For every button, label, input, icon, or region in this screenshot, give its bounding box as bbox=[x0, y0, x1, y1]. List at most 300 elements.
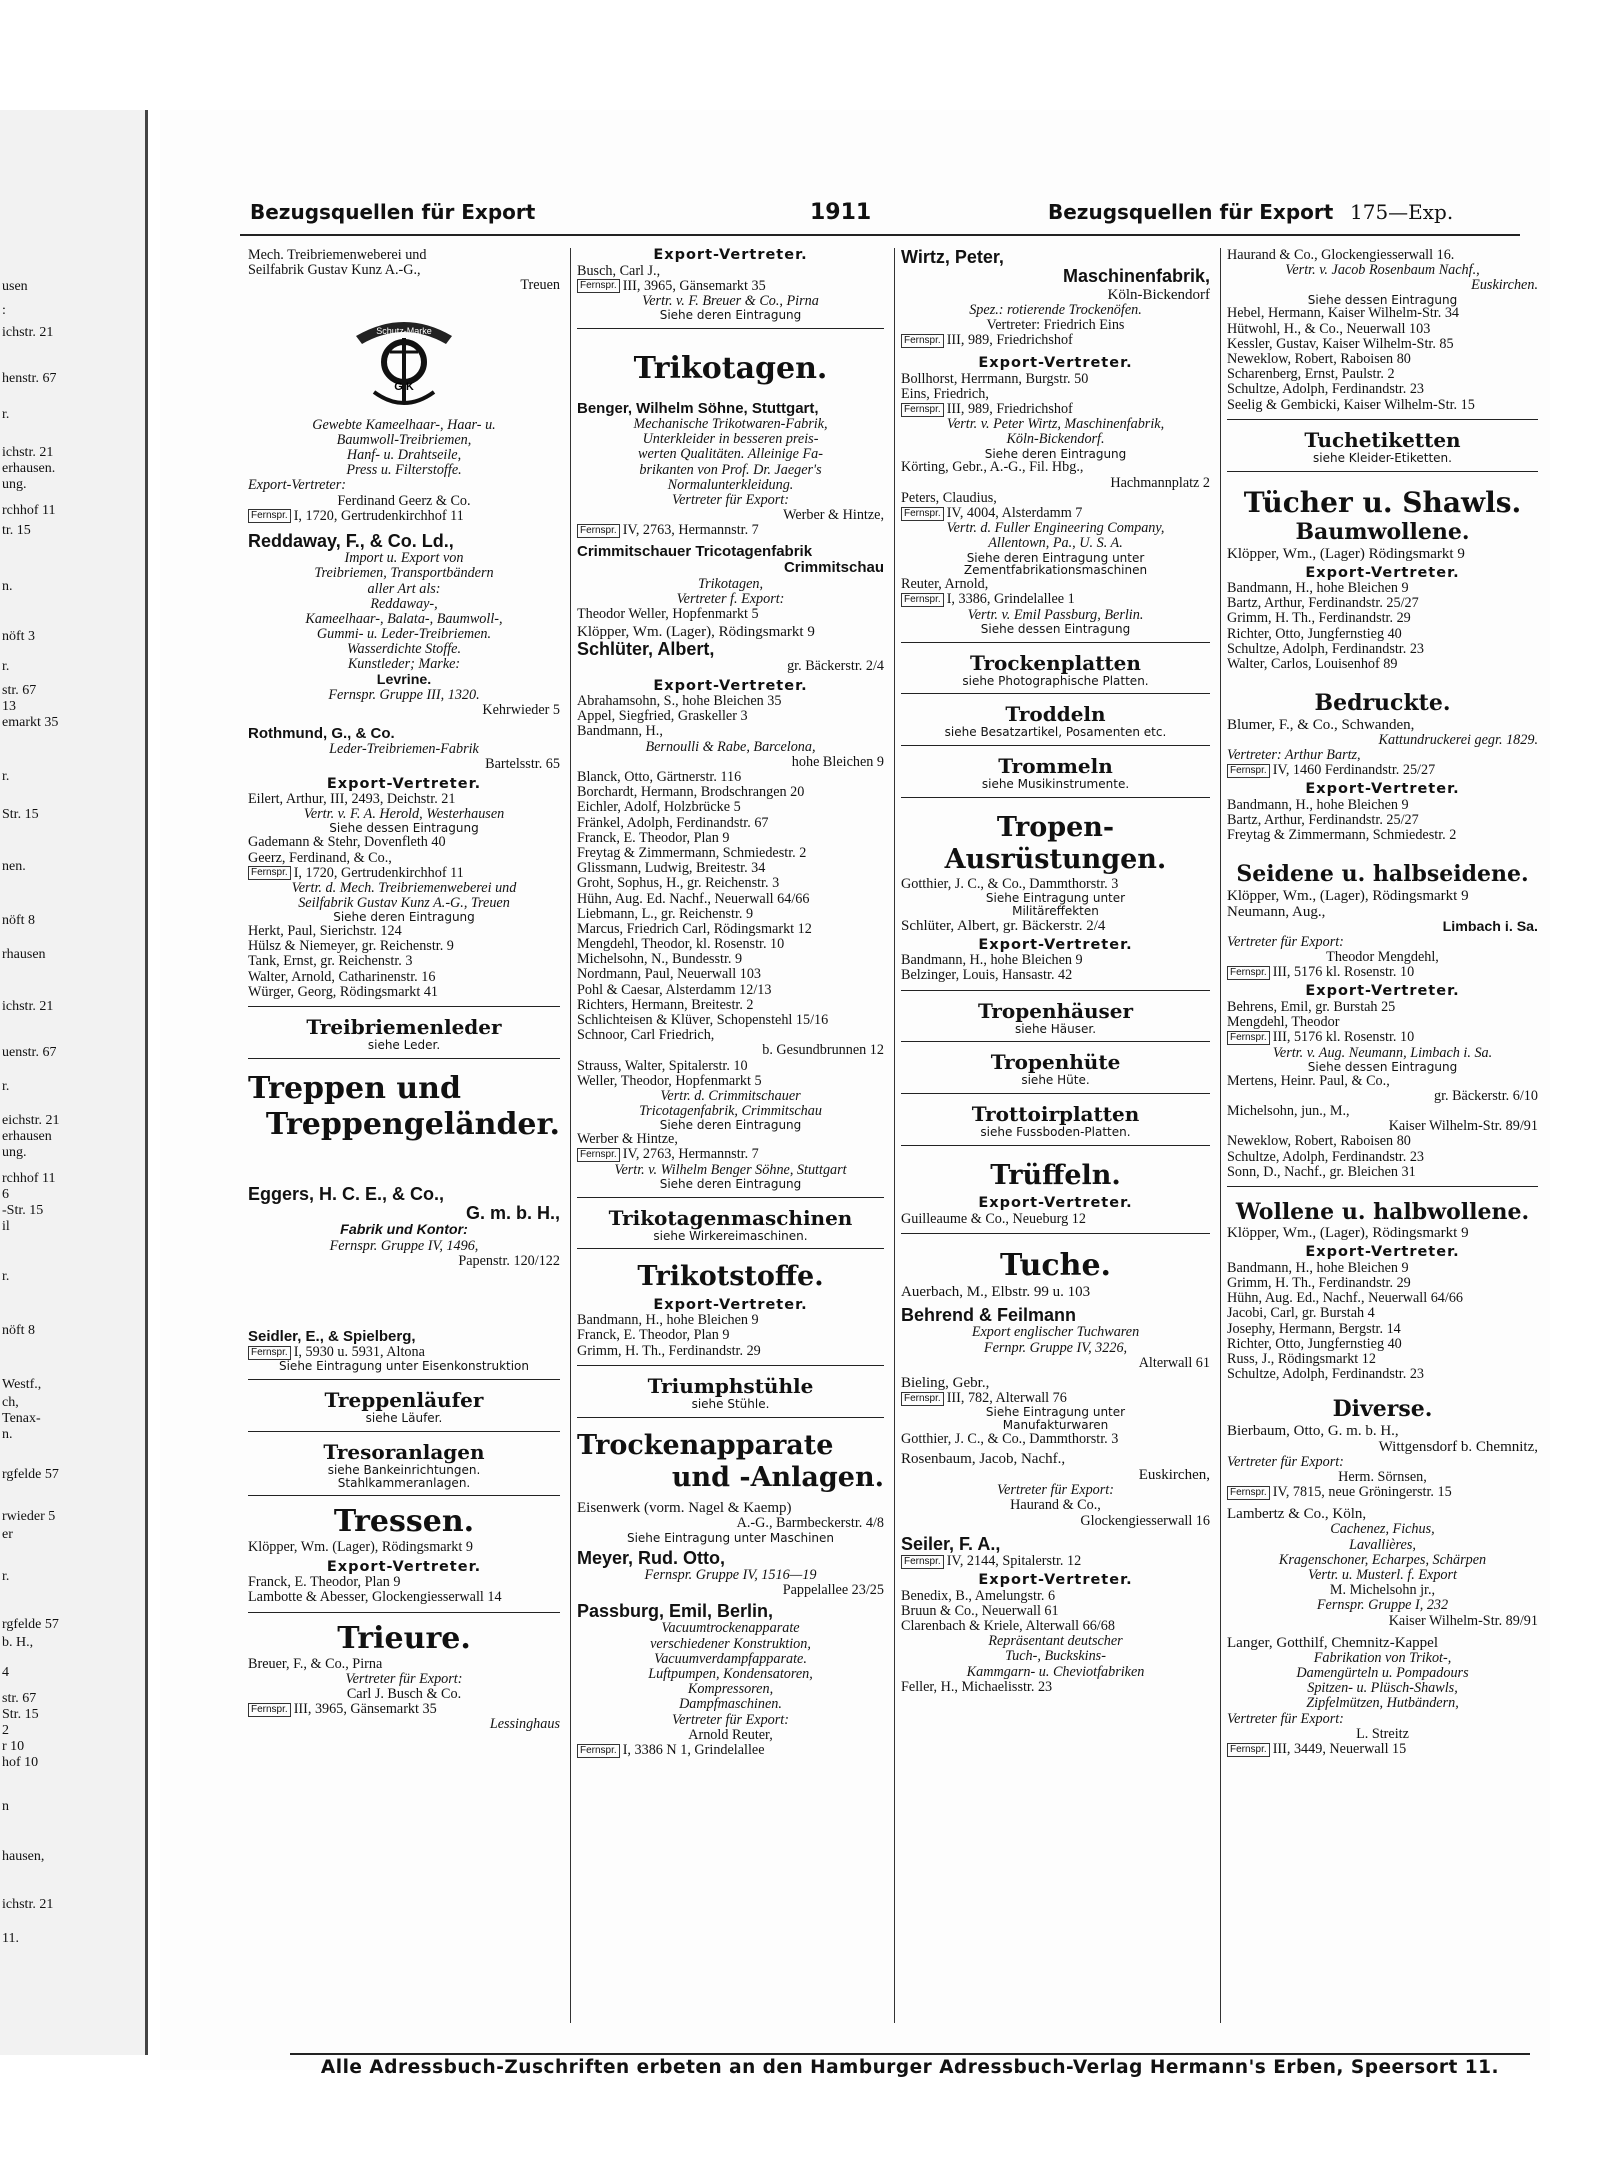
gutter-text-line: Str. 15 bbox=[2, 1708, 39, 1722]
list-item: Fränkel, Adolph, Ferdinandstr. 67 bbox=[577, 815, 769, 831]
list-item: Grimm, H. Th., Ferdinandstr. 29 bbox=[1227, 1276, 1411, 1291]
divider bbox=[901, 1145, 1210, 1146]
export-heading: Export-Vertreter. bbox=[978, 936, 1133, 953]
gutter-text-line: tr. 15 bbox=[2, 524, 31, 538]
entry-desc: Spitzen- u. Plüsch-Shawls, bbox=[1307, 1681, 1458, 1697]
section-heading: Treppengeländer. bbox=[265, 1106, 560, 1142]
gutter-text-line: eichstr. 21 bbox=[2, 1114, 60, 1128]
section-heading: Tresoranlagen bbox=[323, 1439, 485, 1464]
list-item: Schultze, Adolph, Ferdinandstr. 23 bbox=[1227, 641, 1425, 657]
entry-address: Pappelallee 23/25 bbox=[782, 1582, 884, 1598]
header-right-title: Bezugsquellen für Export bbox=[1048, 200, 1334, 224]
gutter-text-line: usen bbox=[2, 280, 28, 294]
list-item: Hachmannplatz 2 bbox=[1110, 475, 1210, 491]
list-item: Vertr. d. Crimmitschauer bbox=[660, 1088, 801, 1104]
list-item: Bandmann, H., hohe Bleichen 9 bbox=[1227, 581, 1409, 597]
list-item: I, 3386, Grindelallee 1 bbox=[946, 592, 1075, 608]
see-note: siehe Läufer. bbox=[365, 1410, 443, 1425]
list-item: Scharenberg, Ernst, Paulstr. 2 bbox=[1227, 367, 1395, 383]
section-heading: Trikotagenmaschinen bbox=[608, 1205, 853, 1230]
section-heading: Trüffeln. bbox=[990, 1160, 1121, 1192]
list-item: Richter, Otto, Jungfernstieg 40 bbox=[1227, 626, 1402, 642]
section-heading: Tücher u. Shawls. bbox=[1243, 485, 1522, 519]
telephone-badge: Fernspr. bbox=[1227, 1486, 1270, 1500]
list-item: Haurand & Co., Glockengiesserwall 16. bbox=[1227, 248, 1455, 263]
list-item: Eilert, Arthur, III, 2493, Deichstr. 21 bbox=[248, 792, 456, 808]
list-item: Tuch-, Buckskins- bbox=[1005, 1649, 1106, 1665]
entry-city: Euskirchen, bbox=[1138, 1467, 1210, 1484]
see-note: Siehe deren Eintragung bbox=[659, 1118, 802, 1133]
entry-desc: Treibriemen, Transportbändern bbox=[314, 566, 494, 582]
entry-desc: verschiedener Konstruktion, bbox=[650, 1636, 811, 1652]
gutter-text-line: n bbox=[2, 1800, 9, 1814]
entry-name: Mech. Treibriemenweberei und bbox=[248, 248, 427, 263]
list-item: Josephy, Hermann, Bergstr. 14 bbox=[1227, 1321, 1401, 1337]
entry-desc: Kameelhaar-, Balata-, Baumwoll-, bbox=[305, 611, 503, 627]
entry-desc: Theodor Mengdehl, bbox=[1326, 950, 1439, 966]
page-header bbox=[240, 196, 1520, 236]
list-item: Hülsz & Niemeyer, gr. Reichenstr. 9 bbox=[248, 939, 454, 955]
list-item: Liebmann, L., gr. Reichenstr. 9 bbox=[577, 906, 754, 922]
entry-desc: Unterkleider in besseren preis- bbox=[642, 432, 819, 448]
see-note: Siehe dessen Eintragung bbox=[1307, 292, 1458, 307]
gutter-text-line: rgfelde 57 bbox=[2, 1468, 59, 1482]
column-4 bbox=[1220, 248, 1538, 2023]
entry-desc: Fabrik und Kontor: bbox=[340, 1223, 468, 1239]
list-item: Carl J. Busch & Co. bbox=[346, 1686, 462, 1702]
entry-name: Seilfabrik Gustav Kunz A.-G., bbox=[248, 263, 421, 279]
list-item: Schlichteisen & Klüver, Schopenstehl 15/16 bbox=[577, 1013, 829, 1029]
gutter-text-line: rwieder 5 bbox=[2, 1510, 56, 1524]
entry-name: Behrend & Feilmann bbox=[901, 1306, 1077, 1326]
list-item: Guilleaume & Co., Neueburg 12 bbox=[901, 1211, 1086, 1227]
list-item: Marcus, Friedrich Carl, Rödingsmarkt 12 bbox=[577, 921, 812, 937]
list-item: Jacobi, Carl, gr. Burstah 4 bbox=[1227, 1306, 1375, 1322]
entry-desc: Arnold Reuter, bbox=[688, 1727, 773, 1743]
see-note: Siehe deren Eintragung bbox=[984, 446, 1127, 461]
section-heading: Trommeln bbox=[998, 754, 1113, 779]
entry-address: I, 5930 u. 5931, Altona bbox=[293, 1344, 425, 1360]
see-note: Manufakturwaren bbox=[1002, 1418, 1109, 1433]
telephone-badge: Fernspr. bbox=[901, 334, 944, 348]
entry-name: Rothmund, G., & Co. bbox=[248, 726, 395, 743]
list-item: Geerz, Ferdinand, & Co., bbox=[248, 850, 392, 866]
entry-desc: Export englischer Tuchwaren bbox=[971, 1325, 1140, 1341]
telephone-badge: Fernspr. bbox=[1227, 1031, 1270, 1045]
list-item: Hühn, Aug. Ed., Nachf., Neuerwall 64/66 bbox=[1227, 1291, 1464, 1307]
divider bbox=[248, 1495, 560, 1496]
gutter-text-line: r. bbox=[2, 1570, 10, 1584]
divider bbox=[901, 797, 1210, 798]
list-item: Richter, Otto, Jungfernstieg 40 bbox=[1227, 1336, 1402, 1352]
entry-phone: Fernspr. Gruppe IV, 1516—19 bbox=[644, 1567, 817, 1583]
entry-desc: Werber & Hintze, bbox=[783, 508, 884, 524]
entry-desc: Vertreter für Export: bbox=[997, 1483, 1114, 1499]
list-item: Gademann & Stehr, Dovenfleth 40 bbox=[248, 835, 446, 851]
gutter-text-line: r. bbox=[2, 1270, 10, 1284]
telephone-badge: Fernspr. bbox=[1227, 1743, 1270, 1757]
see-note: siehe Photographische Platten. bbox=[962, 673, 1149, 688]
list-item: Freytag & Zimmermann, Schmiedestr. 2 bbox=[577, 845, 807, 861]
list-item: Freytag & Zimmermann, Schmiedestr. 2 bbox=[1227, 828, 1457, 844]
entry-desc: Kattundruckerei gegr. 1829. bbox=[1378, 732, 1538, 748]
telephone-badge: Fernspr. bbox=[901, 507, 944, 521]
entry-address: Kehrwieder 5 bbox=[482, 703, 560, 718]
entry-desc: Fabrikation von Trikot-, bbox=[1313, 1650, 1452, 1666]
divider bbox=[901, 693, 1210, 694]
list-item: Eins, Friedrich, bbox=[901, 386, 989, 402]
entry-address: Glockengiesserwall 16 bbox=[1080, 1513, 1210, 1529]
section-heading: Tressen. bbox=[333, 1504, 475, 1540]
list-item: Mengdehl, Theodor, kl. Rosenstr. 10 bbox=[577, 937, 785, 953]
subsection-heading: Wollene u. halbwollene. bbox=[1235, 1198, 1530, 1225]
list-item: Mengdehl, Theodor bbox=[1227, 1015, 1340, 1031]
see-note: Militäreffekten bbox=[1012, 903, 1099, 918]
list-item: hohe Bleichen 9 bbox=[791, 754, 884, 770]
entry-phone: Fernpr. Gruppe IV, 3226, bbox=[983, 1340, 1128, 1356]
export-heading: Export-Vertreter. bbox=[1305, 781, 1460, 798]
section-heading: Tuche. bbox=[1000, 1248, 1111, 1284]
entry-desc: Lavallières, bbox=[1349, 1537, 1416, 1553]
list-item: Bollhorst, Herrmann, Burgstr. 50 bbox=[901, 371, 1089, 387]
gutter-text-line: Str. 15 bbox=[2, 808, 39, 822]
gutter-text-line: 13 bbox=[2, 700, 16, 714]
list-item: Hühn, Aug. Ed. Nachf., Neuerwall 64/66 bbox=[577, 891, 810, 907]
entry-desc: Herm. Sörnsen, bbox=[1338, 1469, 1427, 1485]
see-note: Siehe deren Eintragung bbox=[333, 910, 475, 925]
previous-page-edge bbox=[0, 110, 148, 2055]
divider bbox=[248, 1379, 560, 1380]
list-item: Herkt, Paul, Sierichstr. 124 bbox=[248, 924, 402, 940]
see-note: siehe Hüte. bbox=[1021, 1073, 1090, 1088]
gutter-text-line: : bbox=[2, 304, 6, 318]
list-item: Busch, Carl J., bbox=[577, 263, 661, 279]
list-item: Hütwohl, H., & Co., Neuerwall 103 bbox=[1227, 321, 1431, 337]
entry-phone: Fernspr. Gruppe I, 232 bbox=[1316, 1598, 1449, 1614]
gutter-text-line: emarkt 35 bbox=[2, 716, 59, 730]
telephone-badge: Fernspr. bbox=[901, 1555, 944, 1569]
entry-brand: Levrine. bbox=[376, 672, 432, 688]
telephone-badge: Fernspr. bbox=[248, 1346, 291, 1360]
entry-name: Bierbaum, Otto, G. m. b. H., bbox=[1227, 1422, 1399, 1439]
entry-desc: Export-Vertreter: bbox=[248, 478, 346, 494]
entry-desc: Vacuumverdampfapparate. bbox=[654, 1651, 807, 1667]
header-year: 1911 bbox=[810, 200, 872, 225]
gutter-text-line: hof 10 bbox=[2, 1756, 39, 1770]
list-item: III, 3965, Gänsemarkt 35 bbox=[622, 278, 766, 294]
see-note: siehe Musikinstrumente. bbox=[981, 777, 1130, 792]
directory-page bbox=[160, 110, 1550, 2078]
entry-desc: Haurand & Co., bbox=[1010, 1498, 1101, 1514]
entry-name: Blumer, F., & Co., Schwanden, bbox=[1227, 716, 1415, 733]
entry-address: Bartelsstr. 65 bbox=[485, 757, 560, 773]
entry-desc: Reddaway-, bbox=[370, 596, 438, 612]
list-item: Klöpper, Wm. (Lager), Rödingsmarkt 9 bbox=[248, 1540, 473, 1556]
see-note: Zementfabrikationsmaschinen bbox=[963, 563, 1148, 578]
divider bbox=[248, 1431, 560, 1432]
divider bbox=[248, 1058, 560, 1059]
section-heading: Trockenapparate bbox=[577, 1429, 834, 1461]
entry-desc: Trikotagen, bbox=[697, 576, 764, 592]
entry-desc: Baumwoll-Treibriemen, bbox=[336, 432, 472, 448]
export-heading: Export-Vertreter. bbox=[978, 355, 1133, 372]
gutter-text-line: ichstr. 21 bbox=[2, 446, 54, 460]
gutter-text-line: r. bbox=[2, 1080, 10, 1094]
entry-address: IV, 2144, Spitalerstr. 12 bbox=[946, 1553, 1082, 1569]
divider bbox=[577, 328, 884, 329]
section-heading: Tropenhäuser bbox=[977, 998, 1134, 1023]
list-item: Klöpper, Wm., (Lager), Rödingsmarkt 9 bbox=[1227, 887, 1469, 904]
list-item: Gotthier, J. C., & Co., Dammthorstr. 3 bbox=[901, 1431, 1119, 1447]
gutter-text-line: il bbox=[2, 1220, 10, 1234]
see-note: Siehe dessen Eintragung bbox=[1307, 1059, 1458, 1074]
list-item: Neweklow, Robert, Raboisen 80 bbox=[1227, 351, 1411, 367]
gutter-text-line: uenstr. 67 bbox=[2, 1046, 57, 1060]
list-item: Sonn, D., Nachf., gr. Bleichen 31 bbox=[1227, 1164, 1416, 1180]
list-item: Klöpper, Wm., (Lager), Rödingsmarkt 9 bbox=[1227, 1225, 1469, 1242]
list-item: Vertr. v. F. Breuer & Co., Pirna bbox=[642, 293, 819, 309]
telephone-badge: Fernspr. bbox=[577, 1744, 620, 1758]
columns bbox=[248, 248, 1538, 2023]
list-item: gr. Bäckerstr. 6/10 bbox=[1433, 1088, 1538, 1104]
list-item: Seilfabrik Gustav Kunz A.-G., Treuen bbox=[298, 896, 510, 912]
section-heading: Tropenhüte bbox=[990, 1050, 1121, 1075]
entry-desc: Vertreter für Export: bbox=[1227, 1711, 1344, 1727]
gutter-text-line: str. 67 bbox=[2, 684, 37, 698]
telephone-badge: Fernspr. bbox=[901, 1392, 944, 1406]
list-item: Tank, Ernst, gr. Reichenstr. 3 bbox=[248, 954, 413, 970]
divider bbox=[1227, 419, 1538, 420]
list-item: Vertr. d. Mech. Treibriemenweberei und bbox=[291, 880, 517, 896]
entry-desc: Damengürteln u. Pompadours bbox=[1296, 1665, 1469, 1681]
subsection-heading: Diverse. bbox=[1332, 1396, 1433, 1423]
list-item: Bandmann, H., hohe Bleichen 9 bbox=[577, 1313, 759, 1329]
list-item: Kammgarn- u. Cheviotfabriken bbox=[966, 1664, 1145, 1680]
list-item: Groht, Sophus, H., gr. Reichenstr. 3 bbox=[577, 876, 780, 892]
entry-name: Passburg, Emil, Berlin, bbox=[577, 1602, 774, 1622]
gutter-text-line: ung. bbox=[2, 478, 27, 492]
list-item: Vertr. v. F. A. Herold, Westerhausen bbox=[303, 807, 505, 823]
entry-name: Crimmitschauer Tricotagenfabrik bbox=[577, 544, 813, 561]
see-note: Siehe deren Eintragung bbox=[659, 1176, 802, 1191]
list-item: Klöpper, Wm. (Lager), Rödingsmarkt 9 bbox=[577, 624, 815, 641]
list-item: Strauss, Walter, Spitalerstr. 10 bbox=[577, 1058, 748, 1074]
list-item: Hebel, Hermann, Kaiser Wilhelm-Str. 34 bbox=[1227, 306, 1460, 322]
entry-name: Rosenbaum, Jacob, Nachf., bbox=[901, 1451, 1066, 1468]
see-note: siehe Leder. bbox=[367, 1038, 441, 1053]
list-item: Clarenbach & Kriele, Alterwall 66/68 bbox=[901, 1619, 1115, 1635]
entry-address: gr. Bäckerstr. 2/4 bbox=[787, 659, 884, 675]
entry-desc: Spez.: rotierende Trockenöfen. bbox=[969, 302, 1142, 318]
entry-desc: Press u. Filterstoffe. bbox=[346, 463, 462, 479]
see-note: siehe Fussboden-Platten. bbox=[980, 1125, 1131, 1140]
list-item: Franck, E. Theodor, Plan 9 bbox=[577, 830, 730, 846]
see-note: siehe Besatzartikel, Posamenten etc. bbox=[944, 725, 1167, 740]
gutter-text-line: r. bbox=[2, 770, 10, 784]
list-item: Vertr. v. Peter Wirtz, Maschinenfabrik, bbox=[946, 417, 1165, 433]
subsection-heading: Seidene u. halbseidene. bbox=[1236, 861, 1529, 888]
entry-name: Langer, Gotthilf, Chemnitz-Kappel bbox=[1227, 1634, 1439, 1651]
entry-desc: Wasserdichte Stoffe. bbox=[346, 642, 461, 658]
list-item: Köln-Bickendorf. bbox=[1006, 432, 1105, 448]
list-item: Vertr. v. Jacob Rosenbaum Nachf., bbox=[1285, 263, 1480, 279]
export-heading: Export-Vertreter. bbox=[1305, 564, 1460, 581]
section-heading: und -Anlagen. bbox=[671, 1462, 884, 1494]
list-item: Franck, E. Theodor, Plan 9 bbox=[577, 1328, 730, 1344]
entry-desc: Import u. Export von bbox=[344, 551, 464, 567]
list-item: Nordmann, Paul, Neuerwall 103 bbox=[577, 967, 762, 983]
section-heading: Trockenplatten bbox=[970, 650, 1141, 675]
see-note: siehe Bankeinrichtungen. bbox=[327, 1462, 481, 1477]
list-item: Belzinger, Louis, Hansastr. 42 bbox=[901, 968, 1073, 984]
divider bbox=[577, 1417, 884, 1418]
list-item: Kaiser Wilhelm-Str. 89/91 bbox=[1388, 1119, 1538, 1135]
list-item: Bandmann, H., bbox=[577, 724, 663, 740]
gutter-text-line: -Str. 15 bbox=[2, 1204, 44, 1218]
entry-address: IV, 7815, neue Gröningerstr. 15 bbox=[1272, 1485, 1452, 1501]
divider bbox=[577, 1365, 884, 1366]
list-item: Borchardt, Hermann, Brodschrangen 20 bbox=[577, 785, 805, 801]
list-item: III, 989, Friedrichshof bbox=[946, 401, 1073, 417]
list-item: Weller, Theodor, Hopfenmarkt 5 bbox=[577, 1073, 762, 1089]
list-item: Bandmann, H., hohe Bleichen 9 bbox=[1227, 1260, 1409, 1276]
entry-desc: Ferdinand Geerz & Co. bbox=[337, 493, 471, 509]
column-2 bbox=[570, 248, 890, 2023]
list-item: Werber & Hintze, bbox=[577, 1132, 678, 1148]
see-note: siehe Kleider-Etiketten. bbox=[1313, 450, 1452, 465]
entry-city: Treuen bbox=[520, 278, 560, 294]
section-heading: Trikotstoffe. bbox=[637, 1261, 824, 1293]
divider bbox=[901, 990, 1210, 991]
export-heading: Export-Vertreter. bbox=[1305, 983, 1460, 1000]
entry-desc: Vacuumtrockenapparate bbox=[661, 1621, 800, 1637]
list-item: Behrens, Emil, gr. Burstah 25 bbox=[1227, 999, 1396, 1015]
gutter-text-line: ichstr. 21 bbox=[2, 326, 54, 340]
section-heading: Treppenläufer bbox=[324, 1387, 484, 1412]
see-note: Siehe dessen Eintragung bbox=[980, 621, 1131, 636]
see-note: siehe Wirkereimaschinen. bbox=[653, 1228, 808, 1243]
gutter-text-line: rhausen bbox=[2, 948, 46, 962]
entry-desc: Vertreter für Export: bbox=[1227, 934, 1344, 950]
export-heading: Export-Vertreter. bbox=[1305, 1244, 1460, 1261]
list-item: III, 3965, Gänsemarkt 35 bbox=[293, 1702, 437, 1718]
gutter-text-line: 6 bbox=[2, 1188, 9, 1202]
entry-name: Maschinenfabrik, bbox=[1062, 267, 1210, 287]
list-item: Michelsohn, N., Bundesstr. 9 bbox=[577, 952, 743, 968]
list-item: Franck, E. Theodor, Plan 9 bbox=[248, 1575, 401, 1591]
telephone-badge: Fernspr. bbox=[577, 279, 620, 293]
see-note: Siehe Eintragung unter Maschinen bbox=[626, 1530, 835, 1545]
entry-desc: Gummi- u. Leder-Treibriemen. bbox=[316, 627, 492, 643]
gutter-text-line: erhausen. bbox=[2, 462, 56, 476]
see-note: Stahlkammeranlagen. bbox=[337, 1475, 471, 1490]
entry-address: A.-G., Barmbeckerstr. 4/8 bbox=[736, 1516, 884, 1532]
gutter-text-line: henstr. 67 bbox=[2, 372, 57, 386]
list-item: Allentown, Pa., U. S. A. bbox=[988, 536, 1123, 552]
entry-desc: aller Art als: bbox=[367, 581, 441, 597]
subsection-heading: Bedruckte. bbox=[1314, 690, 1451, 717]
entry-city: Köln-Bickendorf bbox=[1107, 286, 1210, 303]
export-heading: Export-Vertreter. bbox=[653, 677, 808, 694]
entry-desc: Vertr. u. Musterl. f. Export bbox=[1308, 1567, 1457, 1583]
gutter-text-line: ch, bbox=[2, 1396, 19, 1410]
list-item: Mertens, Heinr. Paul, & Co., bbox=[1227, 1073, 1390, 1089]
gutter-text-line: nöft 8 bbox=[2, 914, 36, 928]
entry-phone: Fernspr. Gruppe IV, 1496, bbox=[329, 1238, 479, 1254]
list-item: Euskirchen. bbox=[1471, 278, 1538, 294]
list-item: Grimm, H. Th., Ferdinandstr. 29 bbox=[577, 1343, 761, 1359]
divider bbox=[577, 1248, 884, 1249]
see-note: siehe Häuser. bbox=[1014, 1021, 1097, 1036]
list-item: Vertr. v. Aug. Neumann, Limbach i. Sa. bbox=[1272, 1045, 1493, 1061]
entry-name: Wirtz, Peter, bbox=[901, 248, 1004, 267]
entry-desc: Zipfelmützen, Hutbändern, bbox=[1306, 1696, 1459, 1712]
publisher-footer: Alle Adressbuch-Zuschriften erbeten an den Hamburger Adressbuch-Verlag Hermann's Erben, Speersort 11. bbox=[290, 2053, 1530, 2081]
entry-name: Eisenwerk (vorm. Nagel & Kaemp) bbox=[577, 1500, 792, 1517]
list-item: Grimm, H. Th., Ferdinandstr. 29 bbox=[1227, 611, 1411, 627]
column-3 bbox=[894, 248, 1216, 2023]
see-note: Siehe deren Eintragung bbox=[659, 308, 802, 323]
divider bbox=[901, 1233, 1210, 1234]
telephone-badge: Fernspr. bbox=[577, 1148, 620, 1162]
gutter-text-line: n. bbox=[2, 580, 13, 594]
entry-name: Neumann, Aug., bbox=[1227, 903, 1326, 920]
list-item: b. Gesundbrunnen 12 bbox=[762, 1043, 884, 1059]
export-heading: Export-Vertreter. bbox=[978, 1572, 1133, 1589]
entry-address: III, 3449, Neuerwall 15 bbox=[1272, 1741, 1407, 1757]
list-item: Bruun & Co., Neuerwall 61 bbox=[901, 1603, 1059, 1619]
export-heading: Export-Vertreter. bbox=[326, 775, 482, 792]
entry-desc: Vertreter für Export: bbox=[1227, 1454, 1344, 1470]
entry-desc: Theodor Weller, Hopfenmarkt 5 bbox=[577, 606, 759, 622]
telephone-badge: Fernspr. bbox=[1227, 966, 1270, 980]
list-item: Walter, Carlos, Louisenhof 89 bbox=[1227, 657, 1398, 672]
divider bbox=[901, 1041, 1210, 1042]
entry-desc: Vertreter f. Export: bbox=[676, 591, 785, 607]
entry-desc: Hanf- u. Drahtseile, bbox=[346, 447, 462, 463]
section-heading: Tuchetiketten bbox=[1304, 427, 1461, 452]
logo-ribbon-text: Schutz-Marke bbox=[376, 325, 432, 336]
entry-name: Seiler, F. A., bbox=[901, 1534, 1001, 1554]
section-heading: Trottoirplatten bbox=[971, 1102, 1140, 1127]
entry-address: I, 1720, Gertrudenkirchhof 11 bbox=[293, 508, 464, 524]
divider bbox=[577, 1197, 884, 1198]
gutter-text-line: 4 bbox=[2, 1666, 9, 1680]
entry-address: III, 989, Friedrichshof bbox=[946, 332, 1073, 348]
list-item: Vertr. v. Wilhelm Benger Söhne, Stuttgart bbox=[614, 1162, 847, 1178]
list-item: Repräsentant deutscher bbox=[988, 1634, 1123, 1650]
see-note: Siehe Eintragung unter bbox=[985, 891, 1126, 905]
list-item: Michelsohn, jun., M., bbox=[1227, 1103, 1350, 1119]
entry-address: Papenstr. 120/122 bbox=[458, 1253, 560, 1269]
entry-desc: Vertreter für Export: bbox=[672, 492, 789, 508]
section-heading: Treibriemenleder bbox=[306, 1015, 502, 1040]
gutter-text-line: Tenax- bbox=[2, 1412, 41, 1426]
entry-city: Limbach i. Sa. bbox=[1442, 919, 1538, 935]
page-number: 175—Exp. bbox=[1350, 200, 1454, 224]
list-item: Tricotagenfabrik, Crimmitschau bbox=[639, 1104, 822, 1120]
entry-address: IV, 1460 Ferdinandstr. 25/27 bbox=[1272, 763, 1436, 778]
list-item: Appel, Siegfried, Graskeller 3 bbox=[577, 709, 748, 725]
list-item: Bandmann, H., hohe Bleichen 9 bbox=[1227, 797, 1409, 813]
section-heading: Treppen und bbox=[248, 1070, 461, 1106]
gutter-text-line: r. bbox=[2, 660, 10, 674]
list-item: Pohl & Caesar, Alsterdamm 12/13 bbox=[577, 982, 772, 998]
list-item: Abrahamsohn, S., hohe Bleichen 35 bbox=[577, 694, 782, 710]
list-item: Bandmann, H., hohe Bleichen 9 bbox=[901, 953, 1083, 969]
see-note: Siehe Eintragung unter bbox=[985, 1405, 1126, 1420]
entry-desc: Leder-Treibriemen-Fabrik bbox=[329, 742, 479, 758]
